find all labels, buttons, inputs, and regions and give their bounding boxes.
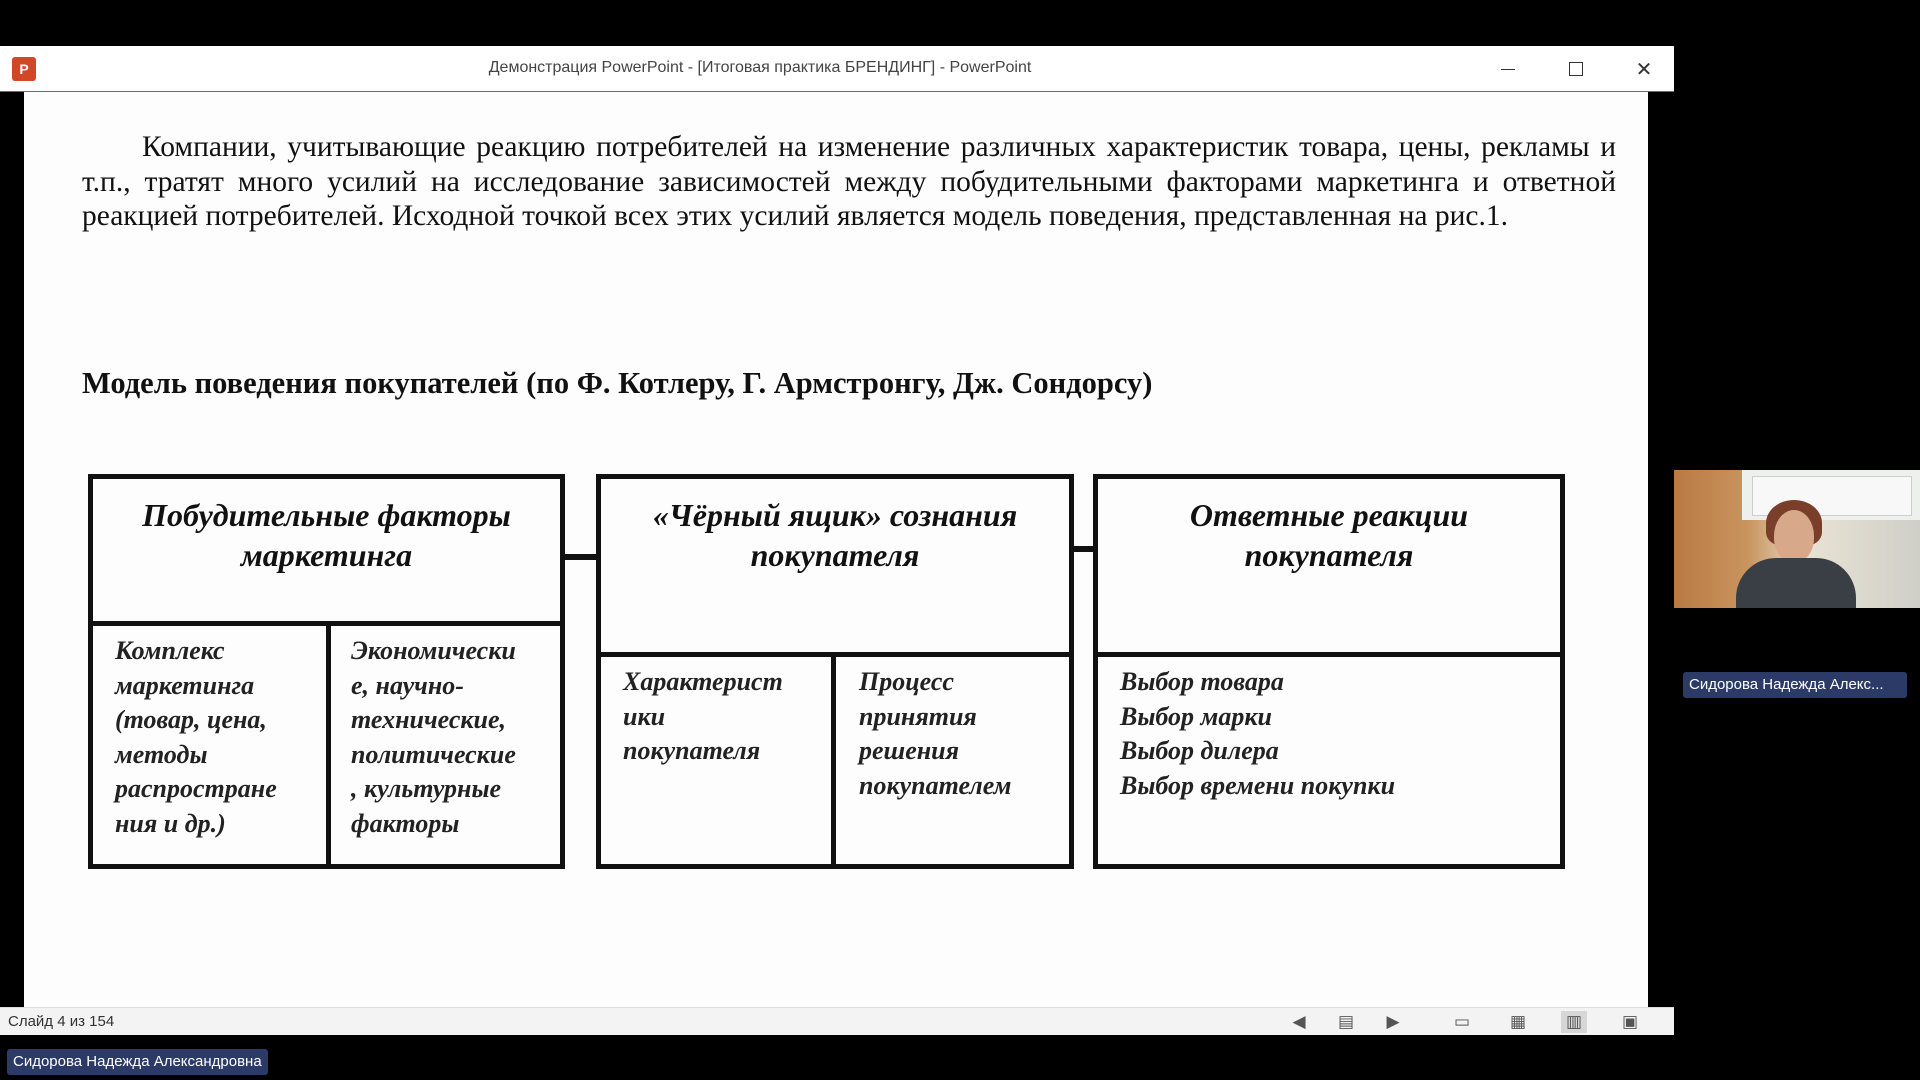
window-title: Демонстрация PowerPoint - [Итоговая практика БРЕНДИНГ] - PowerPoint bbox=[488, 59, 1032, 76]
powerpoint-icon: P bbox=[12, 57, 36, 81]
slide-paragraph: Компании, учитывающие реакцию потребителей на изменение различных характеристик товара, цены, рекламы и т.п., тратят много усилий на исследование зависимостей между побудительными факторами маркетинга и ответной реакцией потребителей. Исходной точкой всех этих усилий является модель поведения, представленная на рис.1. bbox=[82, 131, 1616, 232]
cell-marketing-mix: Комплекс маркетинга (товар, цена, методы распростране ния и др.) bbox=[115, 636, 277, 838]
maximize-icon bbox=[1569, 62, 1583, 76]
minimize-icon bbox=[1501, 69, 1515, 70]
reading-view-icon[interactable]: ▥ bbox=[1561, 1011, 1587, 1033]
diagram-box-black-box bbox=[596, 474, 1074, 869]
divider bbox=[1098, 652, 1560, 657]
participant-video[interactable] bbox=[1674, 470, 1920, 608]
slide-sorter-icon[interactable]: ▦ bbox=[1509, 1012, 1527, 1032]
video-person-face bbox=[1774, 510, 1814, 562]
diagram-box-buyer-responses bbox=[1093, 474, 1565, 869]
slideshow-icon[interactable]: ▣ bbox=[1621, 1012, 1639, 1032]
slide-counter: Слайд 4 из 154 bbox=[8, 1013, 115, 1030]
divider bbox=[831, 652, 836, 864]
cell-environment-factors: Экономически е, научно- технические, политические , культурные факторы bbox=[351, 636, 516, 838]
video-person-body bbox=[1736, 558, 1856, 608]
slide[interactable] bbox=[24, 92, 1648, 1007]
slide-heading: Модель поведения покупателей (по Ф. Котлеру, Г. Армстронгу, Дж. Сондорсу) bbox=[82, 366, 1153, 400]
close-icon: ✕ bbox=[1635, 57, 1653, 81]
title-bar bbox=[0, 46, 1674, 92]
box-title-black-box: «Чёрный ящик» сознания покупателя bbox=[652, 497, 1018, 573]
box-title-marketing-stimuli: Побудительные факторы маркетинга bbox=[142, 497, 511, 573]
active-speaker-label: Сидорова Надежда Александровна bbox=[7, 1049, 268, 1075]
notes-icon[interactable]: ▤ bbox=[1337, 1012, 1355, 1032]
cell-buyer-characteristics: Характерист ики покупателя bbox=[623, 667, 783, 765]
normal-view-icon[interactable]: ▭ bbox=[1453, 1012, 1471, 1032]
powerpoint-window bbox=[0, 46, 1674, 1035]
diagram-box-marketing-stimuli bbox=[88, 474, 565, 869]
prev-slide-icon[interactable]: ◀ bbox=[1292, 1012, 1306, 1032]
divider bbox=[326, 621, 331, 864]
cell-buyer-decisions: Выбор товара Выбор марки Выбор дилера Выбор времени покупки bbox=[1120, 667, 1396, 800]
next-slide-icon[interactable]: ▶ bbox=[1386, 1012, 1400, 1032]
box-title-buyer-responses: Ответные реакции покупателя bbox=[1189, 497, 1469, 573]
participant-name-label: Сидорова Надежда Алекс... bbox=[1683, 672, 1907, 698]
cell-buyer-decision-process: Процесс принятия решения покупателем bbox=[859, 667, 1012, 800]
close-button[interactable] bbox=[1616, 46, 1672, 92]
minimize-button[interactable] bbox=[1480, 46, 1536, 92]
status-bar bbox=[0, 1007, 1674, 1035]
maximize-button[interactable] bbox=[1548, 46, 1604, 92]
